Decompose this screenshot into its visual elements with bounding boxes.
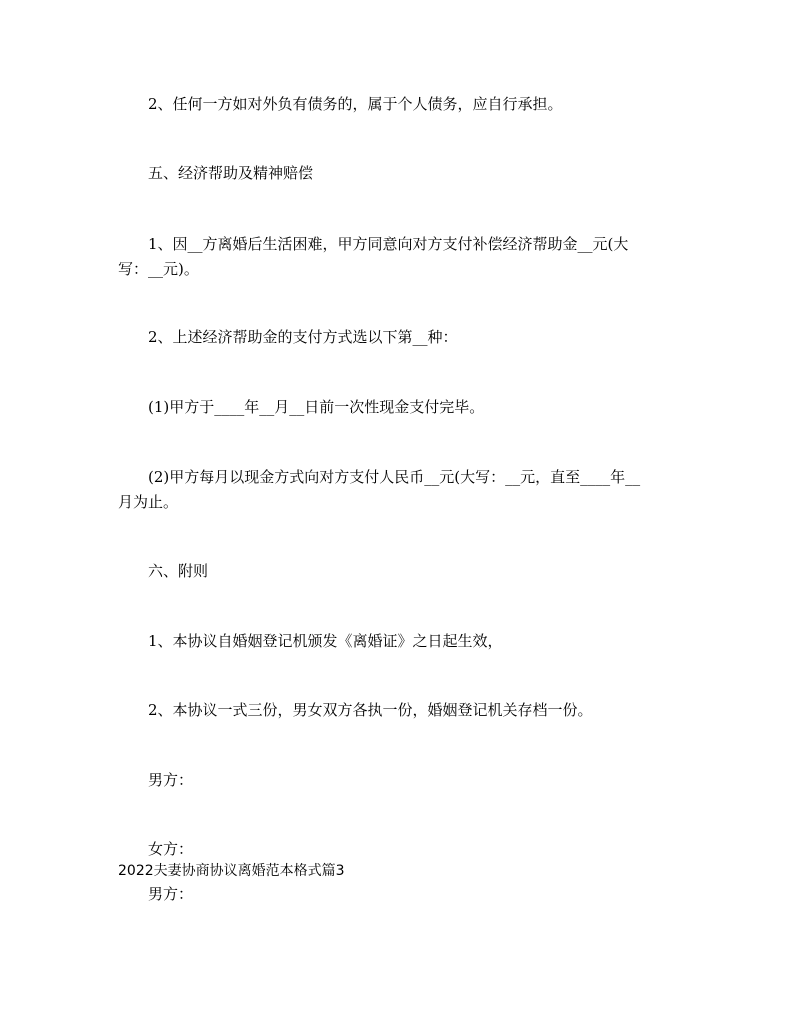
payment-option-2-line-2: 月为止。 [118, 493, 179, 511]
female-party-signature-label: 女方： [148, 840, 194, 858]
male-party-label-2: 男方： [148, 885, 194, 903]
appendix-clause-1: 1、本协议自婚姻登记机颁发《离婚证》之日起生效， [148, 632, 503, 650]
payment-option-2-line-1: (2)甲方每月以现金方式向对方支付人民币__元(大写：__元，直至____年__ [148, 468, 641, 486]
next-article-title: 2022夫妻协商协议离婚范本格式篇3 [118, 863, 345, 879]
aid-clause-2: 2、上述经济帮助金的支付方式选以下第__种： [148, 328, 458, 346]
aid-clause-1-line-2: 写：__元)。 [118, 260, 199, 278]
section-6-heading: 六、附则 [148, 562, 209, 580]
section-5-heading: 五、经济帮助及精神赔偿 [148, 164, 314, 182]
appendix-clause-2: 2、本协议一式三份，男女双方各执一份，婚姻登记机关存档一份。 [148, 701, 593, 719]
debt-clause-2: 2、任何一方如对外负有债务的，属于个人债务，应自行承担。 [148, 95, 563, 113]
payment-option-1: (1)甲方于____年__月__日前一次性现金支付完毕。 [148, 398, 485, 416]
male-party-signature-label: 男方： [148, 771, 194, 789]
aid-clause-1-line-1: 1、因__方离婚后生活困难，甲方同意向对方支付补偿经济帮助金__元(大 [148, 235, 629, 253]
